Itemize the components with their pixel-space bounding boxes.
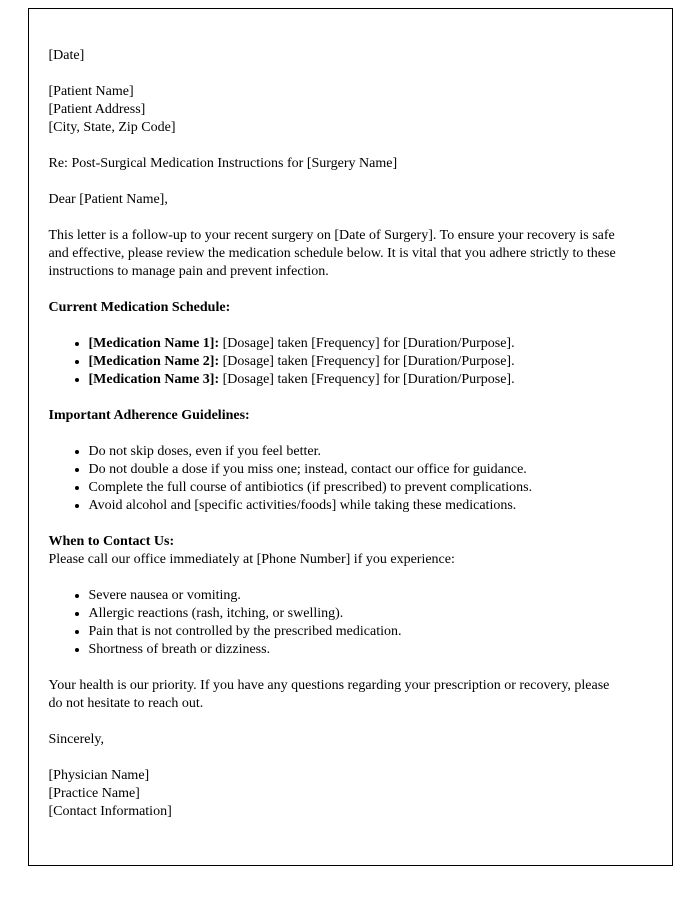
medication-detail: [Dosage] taken [Frequency] for [Duration/Purpose]. (219, 372, 515, 387)
medication-list (49, 335, 627, 389)
recipient-name: [Patient Name] (48, 84, 134, 99)
signature-physician-name: [Physician Name] (48, 768, 150, 783)
signature-block (49, 767, 627, 821)
sign-off: Sincerely, (48, 732, 104, 747)
contact-heading: When to Contact Us: (48, 534, 175, 549)
medication-name: [Medication Name 1]: (88, 336, 220, 351)
medication-detail: [Dosage] taken [Frequency] for [Duration/Purpose]. (219, 336, 515, 351)
adherence-item: • Complete the full course of antibiotics (if prescribed) to prevent complications. (89, 479, 627, 497)
recipient-block (49, 83, 627, 137)
adherence-list (49, 443, 627, 515)
signature-contact-information: [Contact Information] (48, 804, 172, 819)
date-line: [Date] (48, 48, 85, 63)
medication-item (89, 353, 627, 371)
medication-name: [Medication Name 2]: (88, 354, 220, 369)
contact-symptom-list (49, 587, 627, 659)
closing-paragraph: Your health is our priority. If you have any questions regarding your prescription or recovery, please do not hesitate to reach out. (48, 678, 610, 711)
medication-schedule-heading: Current Medication Schedule: (48, 300, 231, 315)
signature-practice-name: [Practice Name] (48, 786, 140, 801)
adherence-guidelines-heading: Important Adherence Guidelines: (48, 408, 250, 423)
adherence-item: • Do not skip doses, even if you feel better. (89, 443, 627, 461)
contact-intro: Please call our office immediately at [Phone Number] if you experience: (48, 552, 455, 567)
medication-item (89, 335, 627, 353)
recipient-city-state-zip: [City, State, Zip Code] (48, 120, 176, 135)
intro-paragraph: This letter is a follow-up to your recent surgery on [Date of Surgery]. To ensure your recovery is safe and effective, please review the medication schedule below. It is vital that you adhere strictly to these instructions to manage pain and prevent infection. (48, 228, 616, 279)
medication-item (89, 371, 627, 389)
salutation: Dear [Patient Name], (48, 192, 168, 207)
contact-symptom-item: • Allergic reactions (rash, itching, or swelling). (89, 605, 627, 623)
contact-symptom-item: • Shortness of breath or dizziness. (89, 641, 627, 659)
medication-name: [Medication Name 3]: (88, 372, 220, 387)
medication-detail: [Dosage] taken [Frequency] for [Duration/Purpose]. (219, 354, 515, 369)
adherence-item: • Do not double a dose if you miss one; instead, contact our office for guidance. (89, 461, 627, 479)
subject-line: Re: Post-Surgical Medication Instructions for [Surgery Name] (48, 156, 398, 171)
contact-symptom-item: • Pain that is not controlled by the prescribed medication. (89, 623, 627, 641)
adherence-item: • Avoid alcohol and [specific activities/foods] while taking these medications. (89, 497, 627, 515)
contact-symptom-item: • Severe nausea or vomiting. (89, 587, 627, 605)
recipient-address: [Patient Address] (48, 102, 146, 117)
letter-page (28, 8, 673, 866)
